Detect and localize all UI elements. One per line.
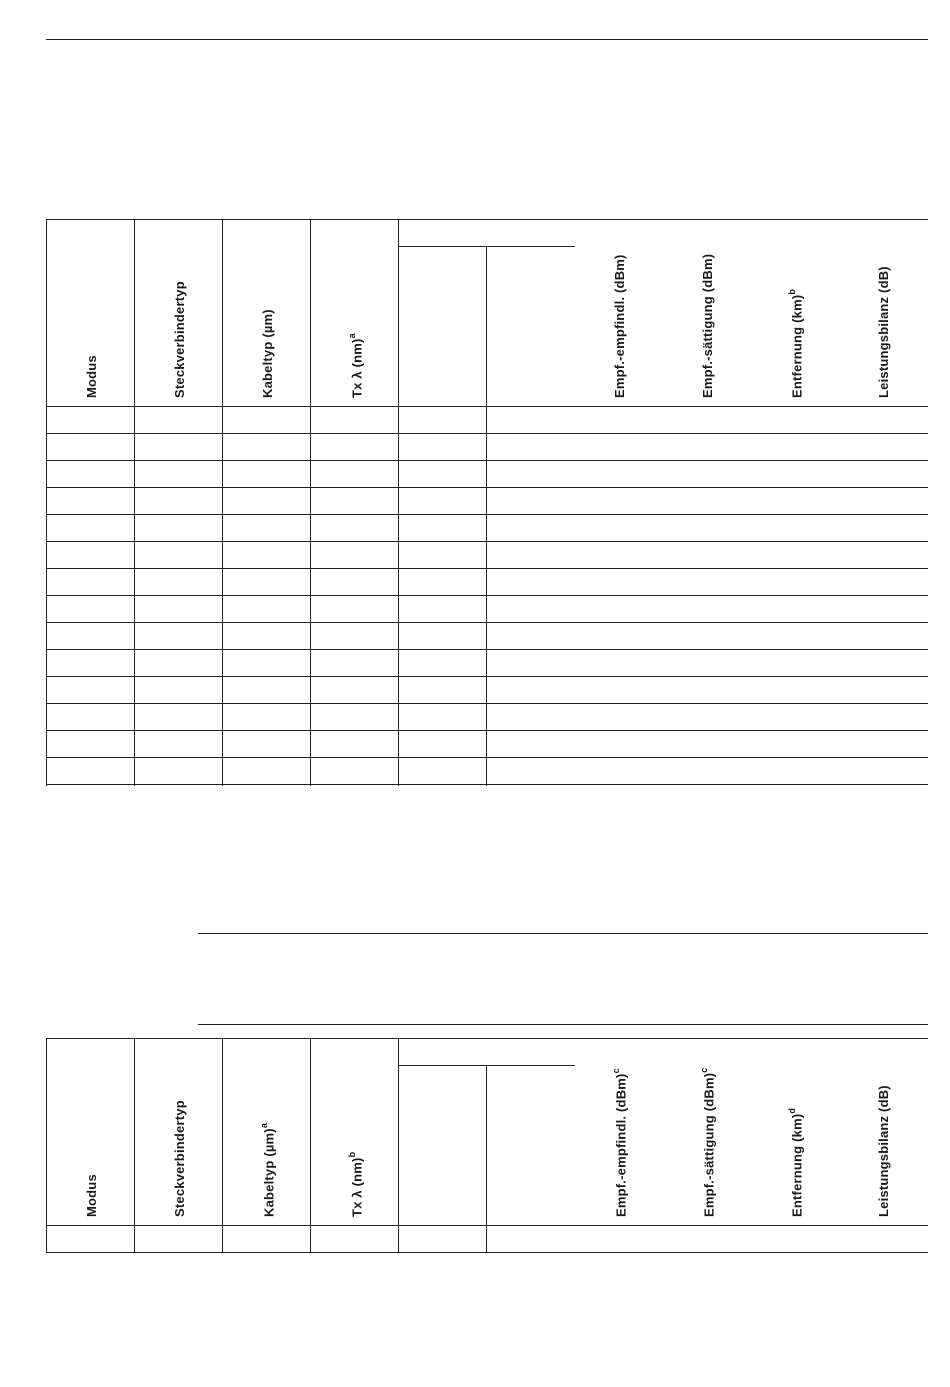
table1-row-line [46, 757, 928, 758]
table1-header-leistungsbilanz: Leistungsbilanz (dB) [876, 266, 891, 398]
table1-row-line [46, 433, 928, 434]
caption-rule-top [198, 933, 928, 934]
table1-row-line [46, 568, 928, 569]
table2-header-leistungsbilanz: Leistungsbilanz (dB) [876, 1085, 891, 1217]
table1-header-steckverbindertyp: Steckverbindertyp [172, 281, 187, 398]
top-rule [46, 39, 928, 40]
table1-col-line-5 [486, 246, 487, 786]
table2-col-line-2 [222, 1038, 223, 1252]
caption-rule-bottom [198, 1024, 928, 1025]
table1-header-entfernung: Entfernung (km)$^b$ [787, 288, 805, 398]
table2-header-empf-empfindl: Empf.-empfindl. (dBm)$^c$ [611, 1068, 629, 1217]
table1-row-line [46, 487, 928, 488]
table1-header-modus: Modus [84, 355, 99, 398]
table1-row-line [46, 406, 928, 407]
table1-row-line [46, 622, 928, 623]
table1-top-border [46, 219, 928, 220]
table1-row-line [46, 703, 928, 704]
table1-row-line [46, 514, 928, 515]
table1-header-tx: Tx λ (nm)$^a$ [347, 333, 365, 398]
table1-row-line [46, 676, 928, 677]
table2-header-entfernung: Entfernung (km)$^d$ [787, 1107, 805, 1217]
table1-header-empf-saettigung: Empf.-sättigung (dBm) [700, 253, 715, 398]
table2-header-modus: Modus [84, 1174, 99, 1217]
table1-header-kabeltyp: Kabeltyp (µm) [260, 309, 275, 398]
table2-top-border [46, 1038, 928, 1039]
table1-row-line [46, 649, 928, 650]
table1-col-line-1 [134, 219, 135, 786]
table1-row-line [46, 784, 928, 785]
table1-row-line [46, 595, 928, 596]
table1-col-line-4 [398, 219, 399, 786]
table2-col-line-4 [398, 1038, 399, 1252]
table2-row-line [46, 1225, 928, 1226]
table2-header-steckverbindertyp: Steckverbindertyp [172, 1100, 187, 1217]
table1-header-empf-empfindl: Empf.-empfindl. (dBm) [612, 254, 627, 398]
table1-row-line [46, 541, 928, 542]
table1-col-line-2 [222, 219, 223, 786]
table2-col-line-5 [486, 1065, 487, 1252]
table1-row-line [46, 730, 928, 731]
table2-header-tx: Tx λ (nm)$^b$ [347, 1151, 365, 1217]
table1-row-line [46, 460, 928, 461]
table2-col-line-1 [134, 1038, 135, 1252]
table2-col-line-3 [310, 1038, 311, 1252]
table2-header-kabeltyp: Kabeltyp $(\mu m)^a$ [259, 1122, 277, 1217]
table1-col-line-0 [46, 219, 47, 786]
table2-row-line [46, 1252, 928, 1253]
table1-col-line-3 [310, 219, 311, 786]
table2-col-line-0 [46, 1038, 47, 1252]
table2-header-empf-saettigung: Empf.-sättigung (dBm)$^c$ [699, 1067, 717, 1217]
